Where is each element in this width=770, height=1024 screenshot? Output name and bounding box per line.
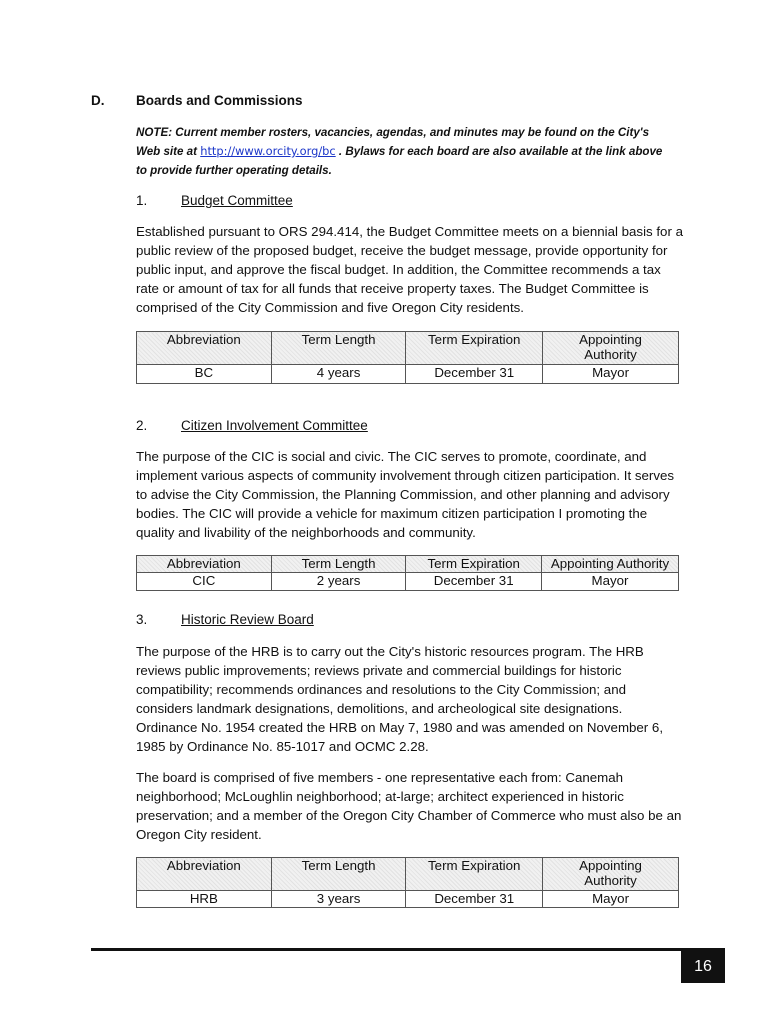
- header-appointing-authority: Appointing Authority: [542, 556, 679, 573]
- board-table-budget-committee: [136, 331, 679, 384]
- table-row: [137, 365, 679, 384]
- cell-abbreviation: CIC: [137, 573, 272, 591]
- header-term-length: Term Length: [271, 556, 406, 573]
- board-number: 1.: [136, 193, 148, 208]
- cell-appointing-authority: Mayor: [542, 573, 679, 591]
- board-table-citizen-involvement-committee: [136, 555, 679, 591]
- cell-abbreviation: BC: [137, 365, 272, 384]
- cell-term-expiration: December 31: [406, 573, 542, 591]
- header-term-expiration: Term Expiration: [406, 332, 543, 365]
- section-title: Boards and Commissions: [136, 93, 303, 108]
- cell-term-length: 2 years: [271, 573, 406, 591]
- board-description: Established pursuant to ORS 294.414, the Budget Committee meets on a biennial basis for a public review of the proposed budget, receive the budget message, provide opportunity for public input, and approve the fiscal budget. In addition, the Committee recommends a tax rate or amount of tax for all funds that receive property taxes. The Budget Committee is comprised of the City Commission and five Oregon City residents.: [136, 224, 683, 315]
- cell-term-length: 3 years: [271, 891, 406, 908]
- header-abbreviation: Abbreviation: [137, 858, 272, 891]
- board-title-budget-committee: Budget Committee: [181, 193, 293, 208]
- cell-appointing-authority: Mayor: [543, 365, 679, 384]
- cell-term-length: 4 years: [271, 365, 406, 384]
- board-title-historic-review-board: Historic Review Board: [181, 612, 314, 627]
- cell-term-expiration: December 31: [406, 891, 543, 908]
- table-header-row: [137, 556, 679, 573]
- header-term-length: Term Length: [271, 858, 406, 891]
- note-text-before-link: NOTE: Current member rosters, vacancies, agendas, and minutes may be found on the City's Web site at: [136, 126, 650, 158]
- cell-term-expiration: December 31: [406, 365, 543, 384]
- note-paragraph: [136, 123, 676, 180]
- footer-divider: [91, 948, 725, 951]
- header-abbreviation: Abbreviation: [137, 556, 272, 573]
- header-term-expiration: Term Expiration: [406, 556, 542, 573]
- table-row: [137, 891, 679, 908]
- board-number: 3.: [136, 612, 148, 627]
- cell-appointing-authority: Mayor: [543, 891, 679, 908]
- page-number: 16: [681, 950, 725, 983]
- board-number: 2.: [136, 418, 148, 433]
- header-abbreviation: Abbreviation: [137, 332, 272, 365]
- board-description: The purpose of the CIC is social and civic. The CIC serves to promote, coordinate, and implement various aspects of community involvement through citizen participation. It serves to advise the City Commission, the Planning Commission, and other planning and advisory bodies. The CIC will provide a vehicle for maximum citizen participation I promoting the quality and livability of the neighborhoods and community.: [136, 449, 675, 540]
- board-title-citizen-involvement-committee: Citizen Involvement Committee: [181, 418, 368, 433]
- table-row: [137, 573, 679, 591]
- bylaws-link[interactable]: http://www.orcity.org/bc: [200, 144, 336, 158]
- section-letter: D.: [91, 93, 105, 108]
- board-table-historic-review-board: [136, 857, 679, 908]
- cell-abbreviation: HRB: [137, 891, 272, 908]
- header-term-length: Term Length: [271, 332, 406, 365]
- header-term-expiration: Term Expiration: [406, 858, 543, 891]
- note-text-after-link: . Bylaws for each board are also available at the link above to provide further operating details.: [136, 145, 663, 177]
- header-appointing-authority: Appointing Authority: [543, 332, 679, 365]
- board-membership: The board is comprised of five members - one representative each from: Canemah neighborhood; McLoughlin neighborhood; at-large; architect experienced in historic preservation; and a member of the Oregon City Chamber of Commerce who must also be an Oregon City resident.: [136, 770, 682, 842]
- board-description: The purpose of the HRB is to carry out the City's historic resources program. The HRB reviews public improvements; reviews private and commercial buildings for historic compatibility; recommends ordinances and resolutions to the City Commission; and considers landmark designations, demolitions, and archeological site designations. Ordinance No. 1954 created the HRB on May 7, 1980 and was amended on November 6, 1985 by Ordinance No. 85-1017 and OCMC 2.28.: [136, 644, 664, 754]
- header-appointing-authority: Appointing Authority: [543, 858, 679, 891]
- table-header-row: [137, 858, 679, 891]
- table-header-row: [137, 332, 679, 365]
